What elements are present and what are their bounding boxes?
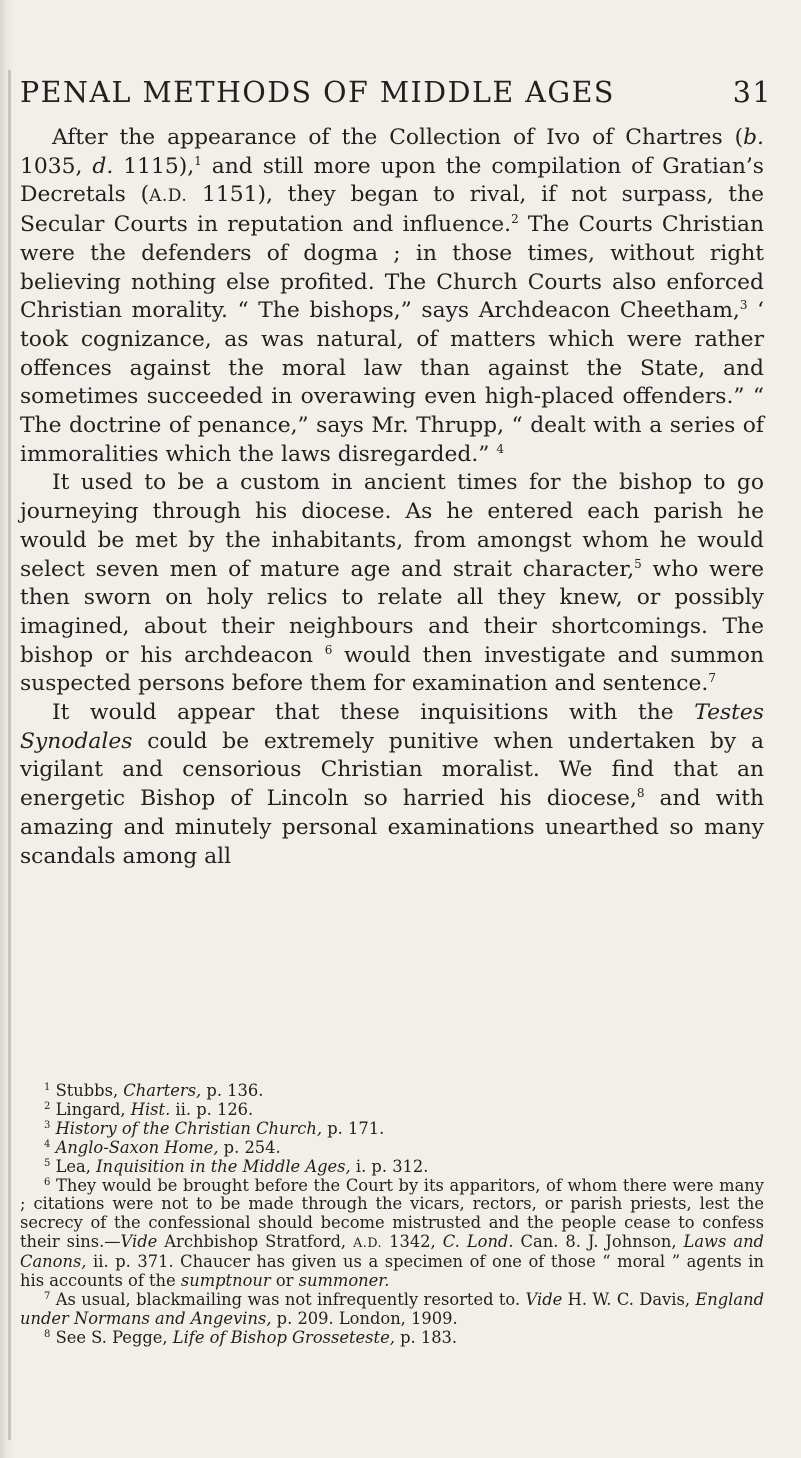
italic-run: Laws and Canons, (20, 1232, 764, 1272)
footnote-number: 8 (44, 1328, 51, 1340)
footnote-number: 3 (44, 1119, 51, 1131)
paragraph-1 (20, 124, 764, 469)
footnotes (20, 1082, 764, 1348)
footnote-number: 6 (44, 1176, 51, 1188)
text-run: who were then sworn on holy relics to relate all they knew, or possibly imagined, about their neighbours and their shortcomings. The bishop or his archdeacon (20, 556, 764, 668)
text-run (460, 1232, 467, 1251)
footnote-8 (20, 1329, 764, 1348)
footnote-4 (20, 1139, 764, 1158)
footnote-number: 2 (44, 1100, 51, 1112)
footnote-ref: 5 (634, 556, 642, 571)
text-run: p. 183. (394, 1327, 458, 1347)
text-run: Archbishop Stratford, (157, 1232, 354, 1252)
text-run: It would appear that these inquisitions with the (52, 700, 695, 726)
text-run: It used to be a custom in ancient times for the bishop to go journeying through his diocese. As he entered each parish he would be met by the inhabitants, from amongst whom he would select seven men of mature age and strait character, (20, 470, 764, 582)
paragraph-3 (20, 699, 764, 871)
italic-run: Vide (120, 1232, 158, 1252)
text-run: Lingard, (55, 1099, 131, 1119)
small-caps-run: A.D. (353, 1235, 383, 1251)
text-run: or (270, 1271, 299, 1291)
footnote-7 (20, 1291, 764, 1329)
footnote-ref: 2 (511, 212, 519, 227)
italic-run: summoner. (298, 1271, 390, 1291)
footnote-ref: 6 (324, 642, 333, 657)
italic-run: History of the Christian Church, (55, 1118, 323, 1138)
italic-run: b. (743, 125, 764, 150)
italic-run: Inquisition in the Middle Ages, (96, 1156, 351, 1176)
text-run: 1115), (113, 153, 195, 179)
text-run: and with amazing and minutely personal examinations unearthed so many scandals among all (20, 786, 764, 869)
small-caps-run: A.D. (149, 186, 188, 207)
italic-run: Anglo-Saxon Home, (55, 1137, 219, 1157)
text-run: The Courts Christian were the defenders of dogma ; in those times, without right believing nothing else profited. The Church Courts also enforced Christian morality. “ The bishops,” says Archdeacon Cheetham, (20, 212, 764, 324)
italic-run: Hist. (130, 1099, 171, 1119)
footnote-number: 4 (44, 1138, 51, 1150)
footnote-number: 5 (44, 1157, 51, 1169)
text-run: p. 136. (201, 1081, 264, 1100)
text-run: p. 209. London, 1909. (271, 1308, 458, 1328)
footnote-3 (20, 1120, 764, 1139)
italic-run: Vide (525, 1289, 563, 1309)
text-run: and still more upon the compilation of Gratian’s Decretals ( (20, 153, 764, 208)
italic-run: sumptnour (180, 1271, 271, 1291)
footnote-number: 1 (44, 1082, 51, 1093)
text-run: p. 254. (218, 1137, 281, 1157)
italic-run: Lond. (466, 1232, 514, 1252)
footnote-number: 7 (44, 1290, 51, 1302)
text-run: 1342, (382, 1232, 443, 1252)
page-number: 31 (732, 76, 772, 109)
text-run: Lea, (55, 1156, 97, 1176)
paragraph-2 (20, 469, 764, 699)
text-run: Stubbs, (55, 1081, 124, 1100)
running-header (20, 76, 772, 109)
footnote-ref: 1 (194, 153, 202, 168)
text-run: would then investigate and summon suspected persons before them for examination and sentence. (20, 642, 764, 697)
footnote-2 (20, 1101, 764, 1120)
text-run: ‘ took cognizance, as was natural, of matters which were rather offences against the moral law than against the State, and sometimes succeeded in overawing even high-placed offenders.” “ The doctrine of penance,” says Mr. Thrupp, “ dealt with a series of immoralities which the laws disregarded.” (20, 298, 764, 467)
footnote-ref: 7 (708, 671, 716, 686)
text-run: Can. 8. J. Johnson, (513, 1232, 684, 1252)
italic-run: d. (92, 153, 114, 179)
italic-run: England under Normans and Angevins, (20, 1289, 765, 1328)
footnote-6 (20, 1177, 764, 1291)
main-text (20, 124, 764, 871)
text-run: H. W. C. Davis, (562, 1289, 696, 1309)
text-run: As usual, blackmailing was not infrequently resorted to. (55, 1289, 526, 1309)
footnote-ref: 4 (496, 441, 504, 456)
text-run: p. 171. (322, 1118, 385, 1138)
text-run: ii. p. 126. (170, 1099, 254, 1119)
italic-run: Charters, (123, 1081, 202, 1100)
text-run: They would be brought before the Court by its apparitors, of whom there were many ; citations were not to be made through the vicars, rectors, or parish priests, lest the secrecy of the confessional should become mistrusted and the people cease to confess their sins.— (20, 1175, 764, 1252)
text-run: ii. p. 371. Chaucer has given us a specimen of one of those “ moral ” agents in his accounts of the (20, 1252, 764, 1291)
running-title: PENAL METHODS OF MIDDLE AGES (20, 76, 615, 109)
binding-edge (8, 70, 11, 1440)
book-gutter (0, 0, 14, 1458)
text-run: could be extremely punitive when undertaken by a vigilant and censorious Christian moralist. We find that an energetic Bishop of Lincoln so harried his diocese, (20, 728, 764, 812)
footnote-5 (20, 1158, 764, 1177)
italic-run: Testes Synodales (20, 700, 764, 754)
text-run: See S. Pegge, (55, 1327, 173, 1347)
text-run: 1035, (20, 153, 93, 179)
text-run: After the appearance of the Collection of Ivo of Chartres ( (52, 125, 744, 150)
italic-run: Life of Bishop Grosseteste, (172, 1327, 395, 1347)
footnote-1 (20, 1082, 764, 1101)
text-run: i. p. 312. (350, 1156, 429, 1176)
footnote-ref: 8 (636, 786, 645, 801)
italic-run: C. (442, 1232, 460, 1252)
footnote-ref: 3 (739, 298, 748, 313)
text-run: 1151), they began to rival, if not surpass, the Secular Courts in reputation and influence. (20, 182, 765, 238)
